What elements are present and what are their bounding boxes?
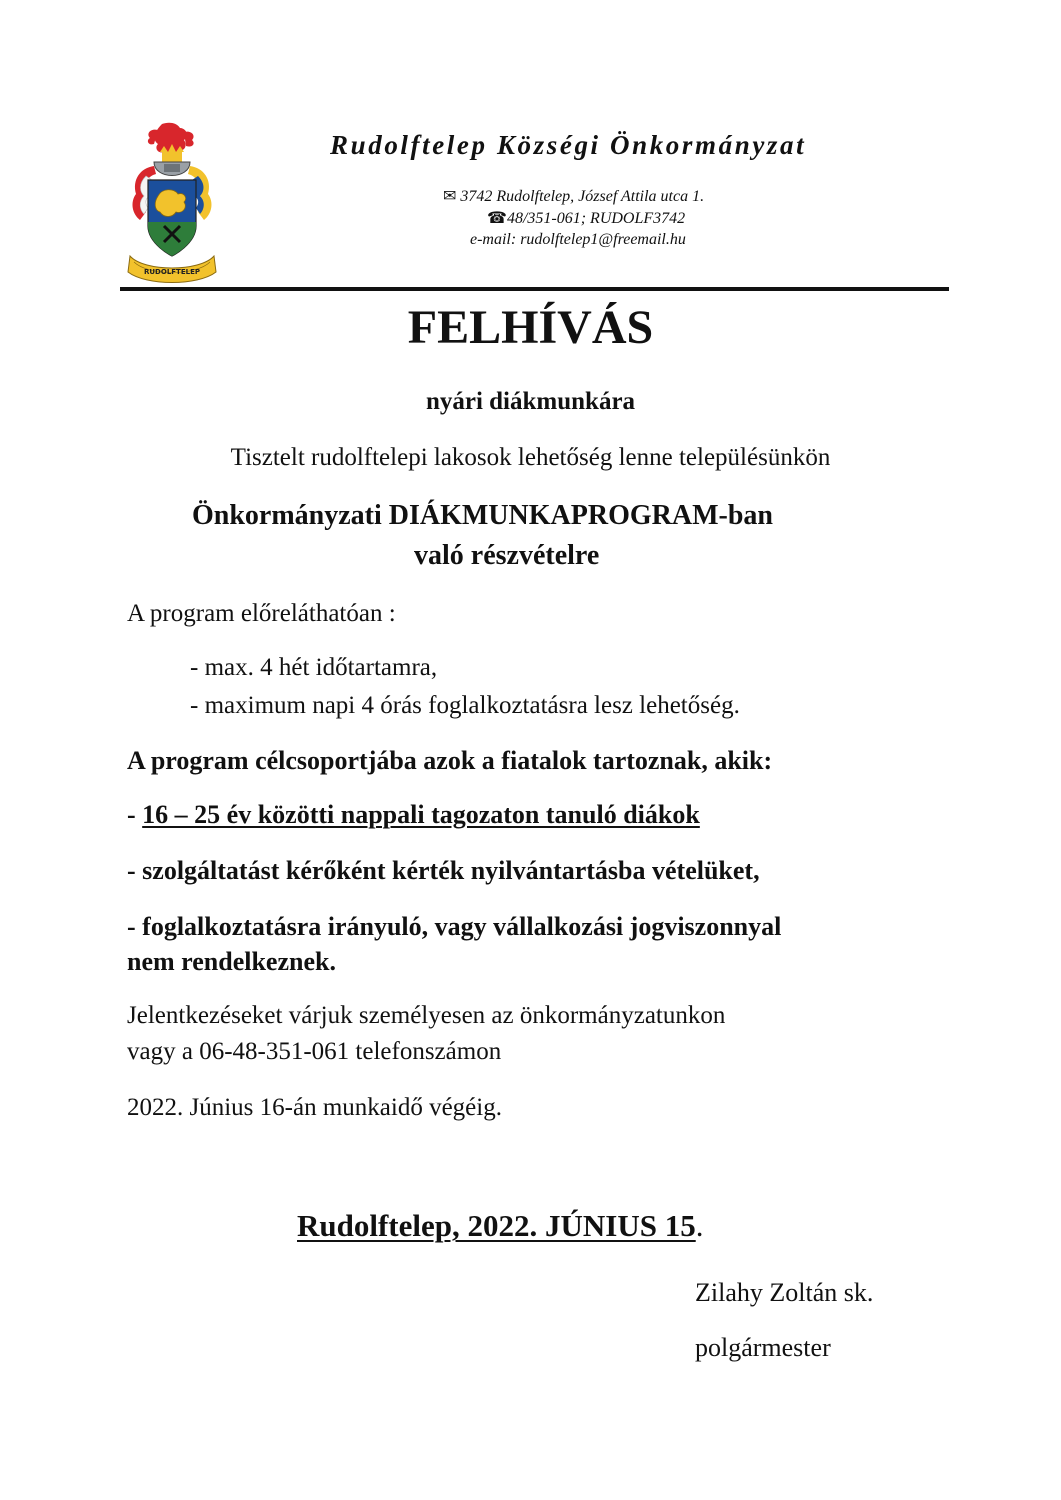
criterion-registration: - szolgáltatást kérőként kérték nyilvántartásba vételüket, [127,856,760,885]
criterion-employment-line1: - foglalkoztatásra irányuló, vagy vállalkozási jogviszonnyal [127,912,782,941]
list-item: - maximum napi 4 órás foglalkoztatásra lesz lehetőség. [190,692,740,719]
header-divider [120,287,949,291]
organization-name: Rudolftelep Községi Önkormányzat [330,130,807,160]
signer-name: Zilahy Zoltán sk. [695,1278,874,1307]
address-line [443,186,704,206]
criterion-age-text: 16 – 25 év közötti nappali tagozaton tanuló diákok [142,800,700,829]
program-name-line1: Önkormányzati DIÁKMUNKAPROGRAM-ban [192,500,773,531]
program-name-line2: való részvételre [414,540,600,571]
place-and-date [297,1208,703,1244]
list-item: - max. 4 hét időtartamra, [190,654,438,681]
crest-ribbon-text: RUDOLFTELEP [143,268,201,276]
date-period: . [695,1208,704,1243]
email-line: e-mail: rudolftelep1@freemail.hu [470,231,686,248]
notice-title: FELHÍVÁS [407,301,654,354]
criterion-prefix: - [127,800,143,829]
envelope-icon: ✉ [443,188,457,205]
phone-line [487,208,685,228]
application-text-line1: Jelentkezéseket várjuk személyesen az önkormányzatunkon [127,1002,726,1029]
telephone-icon: ☎ [487,210,507,227]
coat-of-arms-logo [124,122,220,290]
phone-text: 48/351-061; RUDOLF3742 [506,210,686,227]
notice-subtitle: nyári diákmunkára [425,388,636,415]
program-intro: A program előreláthatóan : [127,600,396,627]
criterion-employment-line2: nem rendelkeznek. [127,947,336,976]
address-text: 3742 Rudolftelep, József Attila utca 1. [460,188,705,205]
criterion-age [127,800,700,830]
deadline-text: 2022. Június 16-án munkaidő végéig. [127,1094,502,1121]
place-date-text: Rudolftelep, 2022. JÚNIUS 15 [297,1208,696,1243]
target-group-intro: A program célcsoportjába azok a fiatalok tartoznak, akik: [127,746,773,775]
application-text-line2: vagy a 06-48-351-061 telefonszámon [127,1038,502,1065]
signer-title: polgármester [695,1333,831,1362]
greeting-text: Tisztelt rudolftelepi lakosok lehetőség lenne településünkön [230,444,831,471]
